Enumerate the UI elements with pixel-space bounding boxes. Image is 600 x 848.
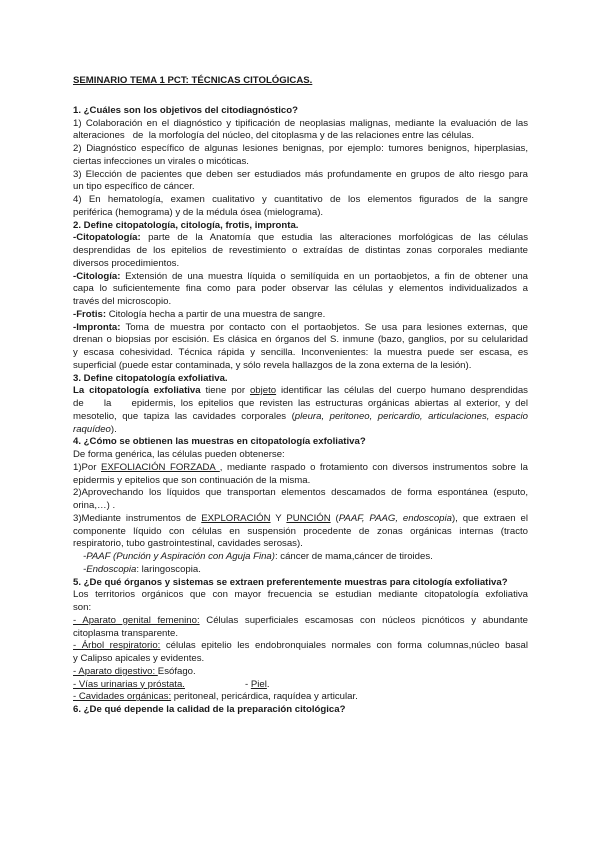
- q5-cavidades-line: [73, 691, 528, 704]
- q5-respiratorio-line: [73, 640, 528, 653]
- arbol-respiratorio-label: - Árbol respiratorio:: [73, 640, 161, 652]
- q4-text: : cáncer de mama,cáncer de tiroides.: [274, 551, 433, 562]
- q5-digestivo-line: [73, 666, 528, 679]
- paaf-label: -PAAF (Punción y Aspiración con Aguja Fina): [83, 551, 275, 562]
- document-title: SEMINARIO TEMA 1 PCT: TÉCNICAS CITOLÓGICAS.: [73, 75, 313, 86]
- q5-text: .: [266, 678, 270, 690]
- q3-underlined-word: objeto: [249, 385, 277, 397]
- q5-line: Los territorios orgánicos que con mayor frecuencia se estudian mediante citopatología exfoliativa: [73, 589, 528, 601]
- q1-line: ciertas infecciones un virales o micóticas.: [73, 155, 249, 167]
- question-6-heading: 6. ¿De qué depende la calidad de la preparación citológica?: [73, 704, 346, 715]
- q5-genital-line: [73, 615, 528, 628]
- q4-method-3: [73, 513, 528, 526]
- q5-text: células epitelio les endobronquiales normales con forma columnas,núcleo basal: [160, 640, 529, 652]
- q4-text: : laringoscopia.: [136, 563, 201, 575]
- aparato-genital-label: - Aparato genital femenino:: [73, 614, 200, 626]
- endoscopia-label: -Endoscopia: [83, 563, 137, 575]
- definition-line: capa lo suficientemente fina como para poder observar las células y elementos individualizados a: [73, 283, 528, 295]
- q5-urinarias-line: [73, 679, 528, 692]
- q1-line: 4) En hematología, examen cualitativo y cuantitativo de los elementos figurados de la sangre: [73, 194, 528, 205]
- q4-text: (: [330, 512, 339, 524]
- q3-line: [73, 411, 528, 424]
- question-2-heading: 2. Define citopatología, citología, frotis, impronta.: [73, 219, 299, 231]
- q3-line: [73, 385, 528, 398]
- definition-text: parte de la Anatomía que estudia las alteraciones morfológicas de las células: [140, 232, 528, 244]
- q4-method-2: 2)Aprovechando los líquidos que transportan elementos descamados de forma espontánea (esputo,: [73, 487, 528, 499]
- cavidades-organicas-label: - Cavidades orgánicas:: [73, 691, 172, 703]
- q3-line: [73, 398, 528, 411]
- q3-text: los epitelios que revisten las estructuras orgánicas abiertas al exterior, y del: [180, 398, 528, 409]
- term-impronta: -Impronta:: [73, 321, 121, 333]
- question-1-heading: 1. ¿Cuáles son los objetivos del citodiagnóstico?: [73, 104, 298, 116]
- q4-method-1: [73, 462, 528, 475]
- q5-text: Esófago.: [157, 665, 196, 677]
- q5-line: citoplasma transparente.: [73, 627, 179, 639]
- q4-paaf-line: [73, 551, 528, 564]
- q3-text: mesotelio, que tapiza las cavidades corporales (: [73, 410, 295, 422]
- q3-italic-text: pleura, peritoneo, pericardio, articulaciones, espacio: [294, 410, 528, 422]
- q4-text: Y: [270, 512, 287, 524]
- q4-text: , mediante raspado o frotamiento con diversos instrumentos sobre la: [219, 461, 528, 473]
- term-frotis: -Frotis:: [73, 308, 107, 320]
- aparato-digestivo-label: - Aparato digestivo:: [73, 665, 158, 677]
- q1-line: un tipo específico de cáncer.: [73, 181, 195, 193]
- definition-text: Toma de muestra por contacto con el portaobjetos. Se usa para lesiones externas, que: [120, 321, 528, 333]
- q4-line: epidermis y epitelios que son continuación de la misma.: [73, 474, 311, 486]
- q4-text: 1)Por: [73, 461, 101, 473]
- citopatologia-definition: [73, 232, 528, 245]
- citologia-definition: [73, 271, 528, 284]
- piel-label: Piel: [250, 678, 267, 690]
- question-5-heading: 5. ¿De qué órganos y sistemas se extraen preferentemente muestras para citología exfoliativa?: [73, 576, 508, 588]
- frotis-definition: [73, 309, 528, 322]
- definition-line: diversos procedimientos.: [73, 257, 180, 269]
- question-3-heading: 3. Define citopatología exfoliativa.: [73, 372, 228, 384]
- q5-text: -: [244, 678, 251, 690]
- q3-text: identificar las células del cuerpo humano desprendidas: [276, 385, 528, 397]
- definition-text: Citología hecha a partir de una muestra de sangre.: [106, 308, 326, 320]
- q4-text: ), que extraen el: [451, 512, 528, 524]
- term-citologia: -Citología:: [73, 270, 121, 282]
- q3-text: tiene por: [200, 385, 250, 397]
- puncion-label: PUNCIÓN: [286, 512, 331, 524]
- term-citopatologia: -Citopatología:: [73, 232, 141, 244]
- q4-line: componente líquido con células en suspensión procedente de zonas orgánicas internas (tracto: [73, 525, 528, 537]
- q3-text: de la epidermis,: [73, 398, 176, 409]
- definition-line: drenan o biopsias por escisión. Es clásica en órganos del S. inmune (bazo, ganglios, por su celularidad: [73, 334, 528, 346]
- q5-text: Células superficiales escamosas con núcleos picnóticos y abundante: [199, 614, 528, 626]
- q4-endoscopia-line: [73, 564, 528, 577]
- q4-text: 3)Mediante instrumentos de: [73, 512, 202, 524]
- definition-text: Extensión de una muestra líquida o semilíquida en un portaobjetos, a fin de obtener una: [120, 270, 528, 282]
- q5-line: son:: [73, 602, 92, 613]
- q3-line: [73, 424, 528, 437]
- q1-line: alteraciones de la morfología del núcleo, del citoplasma y de las relaciones entre las células.: [73, 130, 475, 142]
- definition-line: superficial (puede estar contaminada, y sólo revela hallazgos de la zona externa de la lesión).: [73, 359, 472, 371]
- vias-urinarias-label: - Vías urinarias y próstata.: [73, 678, 185, 690]
- q5-text: peritoneal, pericárdica, raquídea y articular.: [171, 691, 358, 703]
- term-citopatologia-exfoliativa: La citopatología exfoliativa: [73, 385, 201, 397]
- q4-italic-text: PAAF, PAAG, endoscopia: [338, 512, 452, 524]
- question-4-heading: 4. ¿Cómo se obtienen las muestras en citopatología exfoliativa?: [73, 436, 366, 448]
- exploracion-label: EXPLORACIÓN: [201, 512, 271, 524]
- q1-line: 1) Colaboración en el diagnóstico y tipificación de neoplasias malignas, mediante la evaluación de las: [73, 117, 528, 129]
- q4-line: orina,…) .: [73, 500, 116, 511]
- q3-text: ).: [110, 423, 117, 435]
- q4-line: respiratorio, tubo gastrointestinal, cavidades serosas).: [73, 538, 303, 550]
- q3-italic-text: raquídeo: [73, 423, 111, 435]
- q1-line: 3) Elección de pacientes que deben ser estudiados más profundamente en grupos de alto riesgo para: [73, 168, 528, 180]
- impronta-definition: [73, 322, 528, 335]
- q5-line: y Calipso apicales y evidentes.: [73, 653, 205, 664]
- q1-line: 2) Diagnóstico específico de algunas lesiones benignas, por ejemplo: tumores benignos, hiperplasias,: [73, 143, 528, 154]
- exfoliacion-forzada-label: EXFOLIACIÓN FORZADA: [100, 461, 220, 473]
- definition-line: través del microscopio.: [73, 296, 172, 307]
- q1-line: periférica (hemograma) y de la médula ósea (mielograma).: [73, 206, 324, 218]
- definition-line: y escasa cohesividad. Técnica rápida y sencilla. Inconvenientes: la muestra puede ser escasa, es: [73, 347, 528, 358]
- document-page: [73, 75, 528, 717]
- definition-line: desprendidas de los epitelios de revestimiento o extraídas de distintas zonas corporales mediante: [73, 245, 528, 256]
- q4-intro: De forma genérica, las células pueden obtenerse:: [73, 449, 285, 460]
